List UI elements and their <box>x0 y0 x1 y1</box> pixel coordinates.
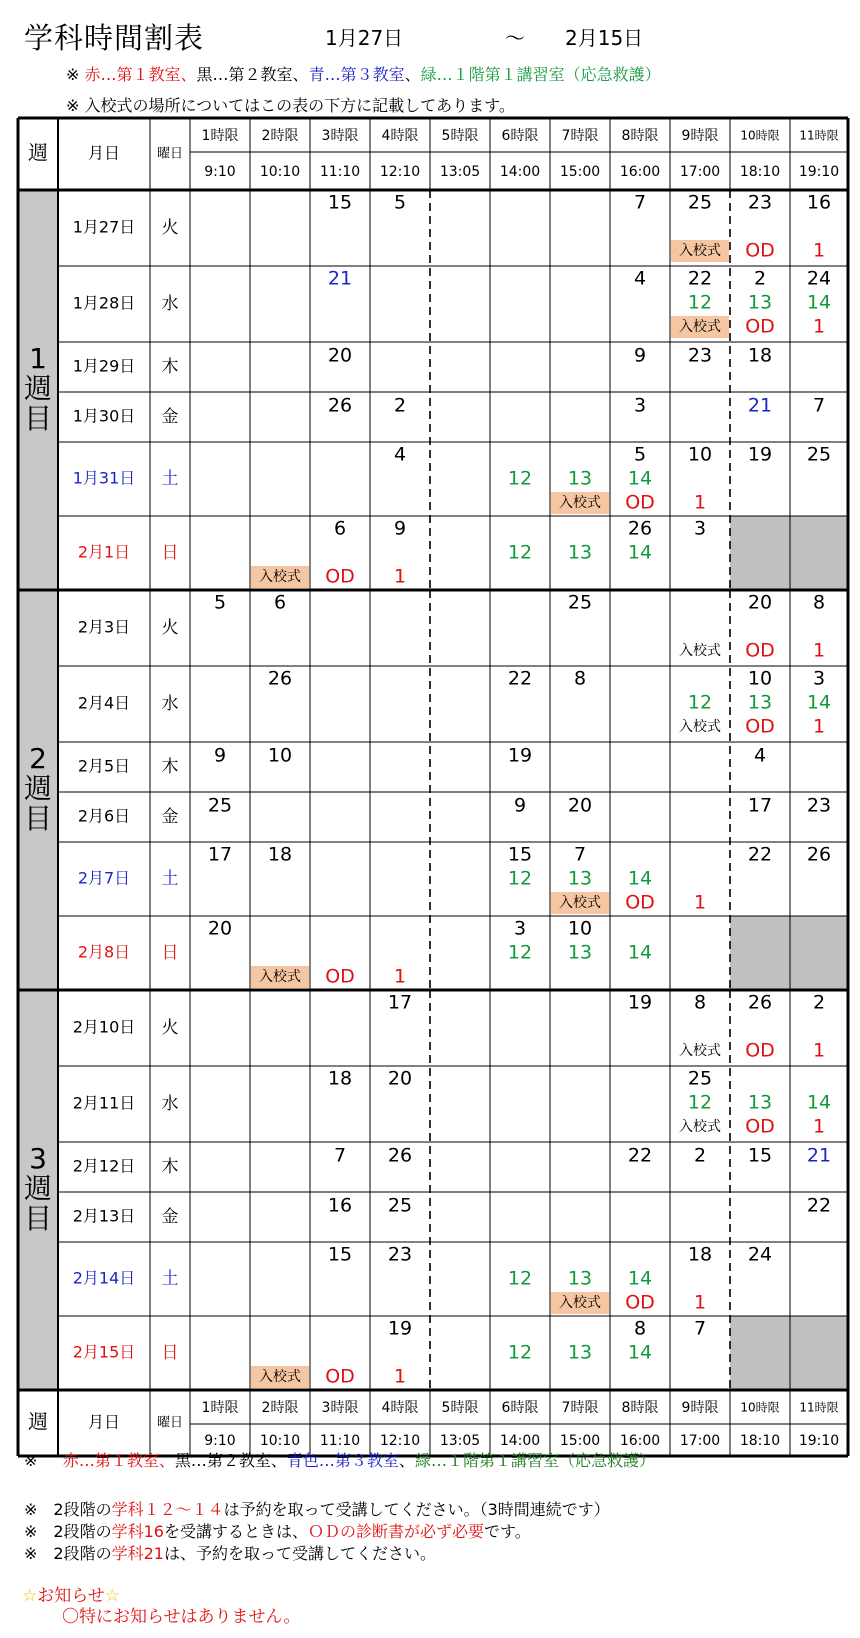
class-number: 18 <box>687 1243 713 1266</box>
legend-sep: 、 <box>158 1451 175 1470</box>
top-period-label: 5時限 <box>441 128 479 144</box>
day-weekday: 火 <box>161 618 179 638</box>
note-text: ※ 2段階の <box>24 1544 112 1563</box>
class-number: 26 <box>747 991 773 1014</box>
legend-green: 緑…１階第１講習室（応急救護） <box>414 1451 655 1470</box>
class-number: 23 <box>387 1243 413 1266</box>
entrance-label: 入校式 <box>559 895 601 911</box>
top-period-time: 16:00 <box>619 164 661 180</box>
class-number: 10 <box>687 443 713 466</box>
class-number: 23 <box>747 191 773 214</box>
class-number: OD <box>745 639 775 662</box>
class-number: 22 <box>747 843 773 866</box>
bottom-period-time: 18:10 <box>739 1433 781 1449</box>
class-number: 1 <box>693 1291 707 1314</box>
entrance-label: 入校式 <box>559 495 601 511</box>
bottom-period-label: 5時限 <box>441 1400 479 1416</box>
class-number: 13 <box>567 467 593 490</box>
class-number: 7 <box>573 843 587 866</box>
bottom-period-time: 16:00 <box>619 1433 661 1449</box>
class-number: 13 <box>747 691 773 714</box>
week-label-char: 週 <box>23 1172 53 1205</box>
class-number: 1 <box>693 491 707 514</box>
date-range-start: 1月27日 <box>325 26 404 50</box>
class-number: 25 <box>806 443 832 466</box>
class-number: 1 <box>812 715 826 738</box>
class-number: 17 <box>387 991 413 1014</box>
day-date: 2月5日 <box>77 756 131 776</box>
class-number: 12 <box>507 1267 533 1290</box>
entrance-label: 入校式 <box>259 569 301 585</box>
day-weekday: 土 <box>161 469 179 489</box>
top-period-time: 17:00 <box>679 164 721 180</box>
class-number: 1 <box>393 1365 407 1388</box>
class-number: 1 <box>393 565 407 588</box>
class-number: 26 <box>387 1144 413 1167</box>
day-date: 1月31日 <box>72 468 136 488</box>
day-date: 2月4日 <box>77 693 131 713</box>
bottom-period-label: 3時限 <box>321 1400 359 1416</box>
class-number: 21 <box>806 1144 832 1167</box>
week-label-char: 週 <box>23 772 53 805</box>
class-number: 19 <box>627 991 653 1014</box>
class-number: 4 <box>393 443 407 466</box>
class-number: 3 <box>812 667 826 690</box>
legend-blue: 青色…第３教室 <box>286 1451 399 1470</box>
day-weekday: 日 <box>161 543 179 563</box>
class-number: 9 <box>633 344 647 367</box>
bottom-date-header: 月日 <box>87 1412 121 1432</box>
day-date: 1月30日 <box>72 406 136 426</box>
note-text: は予約を取って受講してください。（3時間連続です） <box>223 1500 610 1519</box>
class-number: 3 <box>513 917 527 940</box>
class-number: 18 <box>327 1067 353 1090</box>
class-number: 14 <box>806 291 832 314</box>
class-number: 25 <box>387 1194 413 1217</box>
top-date-header: 月日 <box>87 143 121 163</box>
class-number: OD <box>625 891 655 914</box>
legend-red: 赤…第１教室 <box>62 1451 159 1470</box>
class-number: 15 <box>747 1144 773 1167</box>
class-number: OD <box>745 1115 775 1138</box>
class-number: 14 <box>806 691 832 714</box>
class-number: 15 <box>327 1243 353 1266</box>
class-number: 25 <box>687 191 713 214</box>
day-date: 2月1日 <box>77 542 131 562</box>
class-number: 17 <box>747 794 773 817</box>
top-period-label: 7時限 <box>561 128 599 144</box>
class-number: 1 <box>812 239 826 262</box>
day-weekday: 水 <box>161 1094 179 1114</box>
class-number: 22 <box>627 1144 653 1167</box>
class-number: OD <box>325 965 355 988</box>
legend-green: 緑…１階第１講習室（応急救護） <box>420 65 661 84</box>
class-number: 2 <box>812 991 826 1014</box>
class-number: 14 <box>627 1341 653 1364</box>
bottom-period-label: 10時限 <box>740 1400 780 1415</box>
note-text: ※ 2段階の <box>24 1522 112 1541</box>
class-number: 5 <box>393 191 407 214</box>
entrance-label: 入校式 <box>259 1369 301 1385</box>
footer-note-2 <box>24 1519 531 1542</box>
class-number: 13 <box>567 1267 593 1290</box>
note-highlight: 学科１２～１４ <box>111 1500 224 1519</box>
bottom-week-header: 週 <box>28 1409 48 1434</box>
day-weekday: 火 <box>161 1018 179 1038</box>
top-period-time: 13:05 <box>439 164 481 180</box>
class-number: 9 <box>513 794 527 817</box>
bottom-period-time: 9:10 <box>204 1433 236 1449</box>
day-weekday: 火 <box>161 218 179 238</box>
bottom-period-label: 11時限 <box>799 1400 839 1415</box>
class-number: 1 <box>393 965 407 988</box>
day-date: 2月10日 <box>72 1017 136 1037</box>
class-number: 8 <box>693 991 707 1014</box>
top-period-label: 2時限 <box>261 128 299 144</box>
day-date: 2月6日 <box>77 806 131 826</box>
top-period-label: 1時限 <box>201 128 239 144</box>
notice-body: 〇特にお知らせはありません。 <box>62 1607 301 1627</box>
top-period-time: 14:00 <box>499 164 541 180</box>
class-number: 26 <box>627 517 653 540</box>
entrance-label: 入校式 <box>679 719 721 735</box>
week-label-char: 2 <box>29 742 47 775</box>
class-number: 18 <box>747 344 773 367</box>
top-period-label: 6時限 <box>501 128 539 144</box>
top-weekday-header: 曜日 <box>156 146 184 162</box>
date-range-end: 2月15日 <box>565 26 644 50</box>
class-number: 3 <box>693 517 707 540</box>
class-number: 16 <box>806 191 832 214</box>
day-date: 2月11日 <box>72 1093 136 1113</box>
class-number: OD <box>745 715 775 738</box>
class-number: 22 <box>507 667 533 690</box>
class-number: 12 <box>687 691 713 714</box>
class-number: 12 <box>507 467 533 490</box>
star-icon: ☆ <box>22 1586 38 1606</box>
class-number: 14 <box>627 941 653 964</box>
entrance-label: 入校式 <box>679 319 721 335</box>
class-number: 19 <box>387 1317 413 1340</box>
top-period-time: 10:10 <box>259 164 301 180</box>
class-number: 1 <box>812 639 826 662</box>
note-text: は、予約を取って受講してください。 <box>163 1544 436 1563</box>
class-number: 26 <box>327 394 353 417</box>
class-number: 14 <box>627 1267 653 1290</box>
bottom-period-time: 10:10 <box>259 1433 301 1449</box>
class-number: 10 <box>747 667 773 690</box>
class-number: 19 <box>747 443 773 466</box>
day-date: 2月14日 <box>72 1268 136 1288</box>
class-number: 8 <box>812 591 826 614</box>
class-number: 24 <box>747 1243 773 1266</box>
class-number: 1 <box>812 315 826 338</box>
day-weekday: 金 <box>161 407 179 427</box>
legend-sep: 、 <box>398 1451 415 1470</box>
class-number: 12 <box>507 867 533 890</box>
class-number: 26 <box>806 843 832 866</box>
star-icon: ☆ <box>104 1586 120 1606</box>
day-weekday: 土 <box>161 869 179 889</box>
week-label-char: 1 <box>29 342 47 375</box>
footer-legend <box>24 1448 655 1471</box>
footer-note-3 <box>24 1541 436 1564</box>
entrance-note: ※ 入校式の場所についてはこの表の下方に記載してあります。 <box>66 96 515 115</box>
day-date: 2月7日 <box>77 868 131 888</box>
class-number: 5 <box>213 591 227 614</box>
note-highlight: 学科21 <box>111 1544 164 1563</box>
class-number: 15 <box>327 191 353 214</box>
class-number: 7 <box>633 191 647 214</box>
class-number: 9 <box>213 744 227 767</box>
legend-sep: 、 <box>270 1451 287 1470</box>
class-number: 22 <box>806 1194 832 1217</box>
week-label-char: 目 <box>23 802 53 835</box>
class-number: OD <box>745 315 775 338</box>
bottom-period-label: 4時限 <box>381 1400 419 1416</box>
week-label-char: 3 <box>29 1142 47 1175</box>
day-weekday: 木 <box>161 757 179 777</box>
bottom-period-label: 8時限 <box>621 1400 659 1416</box>
top-period-time: 15:00 <box>559 164 601 180</box>
day-date: 1月29日 <box>72 356 136 376</box>
notice-label: お知らせ <box>37 1586 105 1606</box>
class-number: 23 <box>806 794 832 817</box>
class-number: 20 <box>207 917 233 940</box>
bottom-period-time: 12:10 <box>379 1433 421 1449</box>
class-number: 8 <box>573 667 587 690</box>
class-number: 10 <box>267 744 293 767</box>
class-number: OD <box>325 1365 355 1388</box>
bottom-period-time: 19:10 <box>798 1433 840 1449</box>
class-number: 13 <box>567 867 593 890</box>
day-date: 1月28日 <box>72 293 136 313</box>
day-weekday: 日 <box>161 1343 179 1363</box>
footer-note-1 <box>24 1497 610 1520</box>
legend-sep: 、 <box>404 65 421 84</box>
legend-sep: 、 <box>292 65 309 84</box>
day-date: 2月13日 <box>72 1206 136 1226</box>
class-number: OD <box>625 1291 655 1314</box>
top-period-time: 18:10 <box>739 164 781 180</box>
class-number: 2 <box>393 394 407 417</box>
class-number: 6 <box>333 517 347 540</box>
class-number: 12 <box>507 1341 533 1364</box>
entrance-label: 入校式 <box>679 1043 721 1059</box>
class-number: 13 <box>567 541 593 564</box>
class-number: 7 <box>333 1144 347 1167</box>
class-number: 3 <box>633 394 647 417</box>
class-number: 12 <box>687 291 713 314</box>
date-range-separator: ～ <box>505 26 525 50</box>
bottom-period-time: 15:00 <box>559 1433 601 1449</box>
note-highlight: 学科16 <box>111 1522 164 1541</box>
top-period-time: 11:10 <box>319 164 361 180</box>
class-number: 1 <box>812 1115 826 1138</box>
class-number: 16 <box>327 1194 353 1217</box>
class-number: 14 <box>806 1091 832 1114</box>
day-weekday: 土 <box>161 1269 179 1289</box>
top-week-header: 週 <box>28 140 48 165</box>
bottom-period-label: 9時限 <box>681 1400 719 1416</box>
note-highlight: ＯＤの診断書が必ず必要 <box>307 1522 484 1541</box>
legend-red: 赤…第１教室 <box>84 65 181 84</box>
day-date: 2月12日 <box>72 1156 136 1176</box>
class-number: 1 <box>693 891 707 914</box>
day-weekday: 水 <box>161 694 179 714</box>
class-number: 19 <box>507 744 533 767</box>
class-number: 21 <box>747 394 773 417</box>
bottom-period-time: 13:05 <box>439 1433 481 1449</box>
day-weekday: 木 <box>161 1157 179 1177</box>
class-number: 25 <box>207 794 233 817</box>
class-number: 21 <box>327 267 353 290</box>
day-date: 1月27日 <box>72 217 136 237</box>
class-number: 10 <box>567 917 593 940</box>
legend-mark: ※ <box>66 65 80 84</box>
entrance-label: 入校式 <box>559 1295 601 1311</box>
class-number: 14 <box>627 867 653 890</box>
class-number: 14 <box>627 541 653 564</box>
legend-blue: 青…第３教室 <box>308 65 405 84</box>
class-number: 9 <box>393 517 407 540</box>
class-number: 4 <box>633 267 647 290</box>
class-number: 2 <box>753 267 767 290</box>
class-number: 4 <box>753 744 767 767</box>
class-number: 6 <box>273 591 287 614</box>
day-weekday: 木 <box>161 357 179 377</box>
class-number: 13 <box>747 291 773 314</box>
day-weekday: 水 <box>161 294 179 314</box>
class-number: 8 <box>633 1317 647 1340</box>
class-number: 15 <box>507 843 533 866</box>
top-period-time: 19:10 <box>798 164 840 180</box>
class-number: OD <box>745 239 775 262</box>
legend-black: 黒…第２教室 <box>196 65 293 84</box>
class-number: 7 <box>693 1317 707 1340</box>
bottom-period-label: 6時限 <box>501 1400 539 1416</box>
class-number: 22 <box>687 267 713 290</box>
note-text: ※ 2段階の <box>24 1500 112 1519</box>
class-number: 25 <box>567 591 593 614</box>
class-number: 5 <box>633 443 647 466</box>
page-title: 学科時間割表 <box>24 21 205 55</box>
class-number: 18 <box>267 843 293 866</box>
class-number: OD <box>625 491 655 514</box>
class-number: 20 <box>747 591 773 614</box>
class-number: 24 <box>806 267 832 290</box>
top-period-label: 9時限 <box>681 128 719 144</box>
class-number: 12 <box>687 1091 713 1114</box>
day-date: 2月3日 <box>77 617 131 637</box>
day-weekday: 日 <box>161 943 179 963</box>
day-weekday: 金 <box>161 807 179 827</box>
entrance-label: 入校式 <box>259 969 301 985</box>
class-number: 12 <box>507 941 533 964</box>
legend-black: 黒…第２教室 <box>174 1451 271 1470</box>
top-period-time: 9:10 <box>204 164 236 180</box>
class-number: 12 <box>507 541 533 564</box>
class-number: 26 <box>267 667 293 690</box>
legend-sep: 、 <box>180 65 197 84</box>
class-number: OD <box>745 1039 775 1062</box>
week-label-char: 週 <box>23 372 53 405</box>
week-label-char: 目 <box>23 402 53 435</box>
top-period-label: 8時限 <box>621 128 659 144</box>
top-period-time: 12:10 <box>379 164 421 180</box>
top-period-label: 11時限 <box>799 128 839 143</box>
class-number: 20 <box>567 794 593 817</box>
entrance-label: 入校式 <box>679 643 721 659</box>
class-number: 1 <box>812 1039 826 1062</box>
class-number: 13 <box>747 1091 773 1114</box>
note-text: です。 <box>484 1522 531 1541</box>
bottom-period-time: 14:00 <box>499 1433 541 1449</box>
class-number: 7 <box>812 394 826 417</box>
entrance-label: 入校式 <box>679 1119 721 1135</box>
week-label-char: 目 <box>23 1202 53 1235</box>
top-period-label: 10時限 <box>740 128 780 143</box>
legend-mark: ※ <box>24 1451 38 1470</box>
class-number: 17 <box>207 843 233 866</box>
day-weekday: 金 <box>161 1207 179 1227</box>
class-number: 13 <box>567 941 593 964</box>
bottom-period-time: 11:10 <box>319 1433 361 1449</box>
bottom-period-label: 2時限 <box>261 1400 299 1416</box>
day-date: 2月15日 <box>72 1342 136 1362</box>
bottom-period-time: 17:00 <box>679 1433 721 1449</box>
class-number: 25 <box>687 1067 713 1090</box>
class-number: 20 <box>327 344 353 367</box>
class-number: 20 <box>387 1067 413 1090</box>
class-number: 23 <box>687 344 713 367</box>
bottom-weekday-header: 曜日 <box>156 1415 184 1431</box>
class-number: OD <box>325 565 355 588</box>
day-date: 2月8日 <box>77 942 131 962</box>
class-number: 13 <box>567 1341 593 1364</box>
note-text: を受講するときは、 <box>163 1522 308 1541</box>
bottom-period-label: 1時限 <box>201 1400 239 1416</box>
bottom-period-label: 7時限 <box>561 1400 599 1416</box>
entrance-label: 入校式 <box>679 243 721 259</box>
class-number: 14 <box>627 467 653 490</box>
top-period-label: 3時限 <box>321 128 359 144</box>
class-number: 2 <box>693 1144 707 1167</box>
top-period-label: 4時限 <box>381 128 419 144</box>
